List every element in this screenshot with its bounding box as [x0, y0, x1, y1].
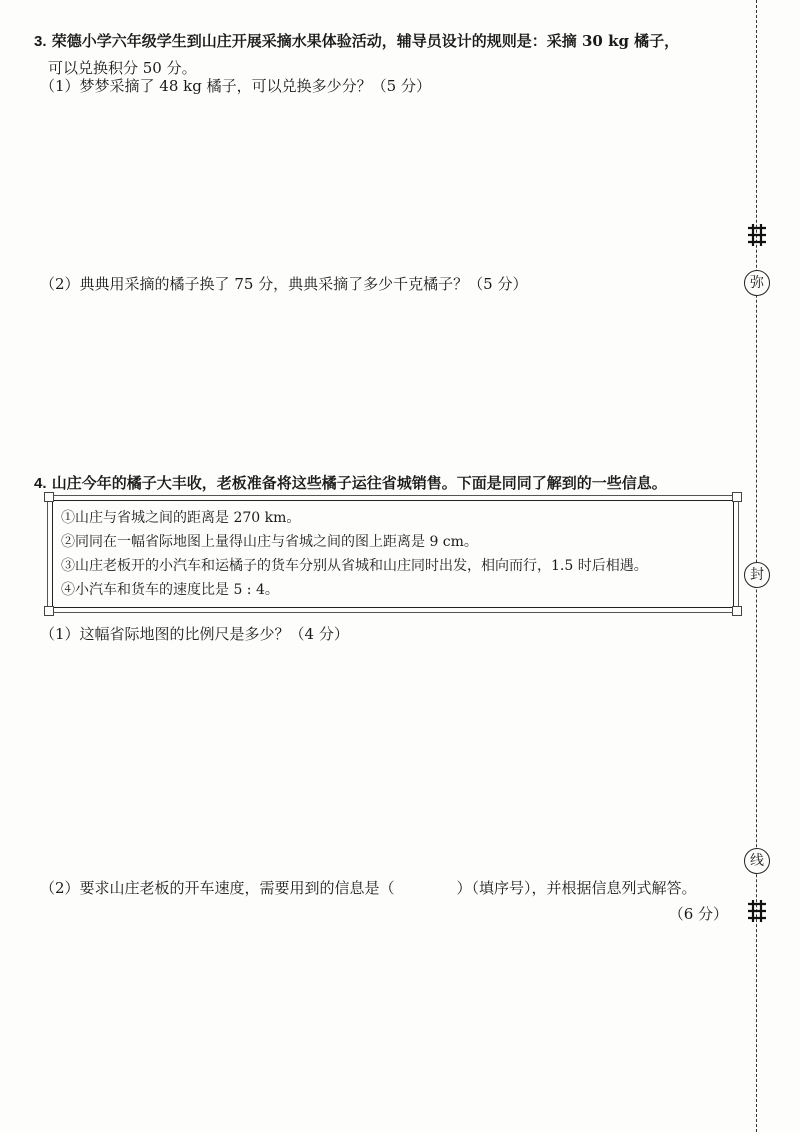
info-box: [52, 500, 734, 608]
seal-char-feng: 封: [744, 562, 770, 588]
info-item-1: ①山庄与省城之间的距离是 270 km。: [61, 510, 301, 526]
info-item-3: ③山庄老板开的小汽车和运橘子的货车分别从省城和山庄同时出发，相向而行，1.5 时后相遇。: [61, 558, 648, 574]
question-4-text: 山庄今年的橘子大丰收，老板准备将这些橘子运往省城销售。下面是同同了解到的一些信息。: [51, 474, 667, 492]
question-4-part-2: [40, 876, 697, 900]
question-4-number: 4.: [34, 475, 47, 492]
knot-ornament-icon: [744, 222, 770, 248]
seal-char-mi: 弥: [744, 270, 770, 296]
question-4-part-2-prefix: （2）要求山庄老板的开车速度，需要用到的信息是（: [40, 879, 395, 897]
question-4-part-2-score: （6 分）: [668, 905, 728, 923]
question-3-part-2: （2）典典用采摘的橘子换了 75 分，典典采摘了多少千克橘子？（5 分）: [40, 275, 528, 293]
knot-ornament-icon: [744, 898, 770, 924]
question-3-number: 3.: [34, 33, 47, 50]
question-3-text: 荣德小学六年级学生到山庄开展采摘水果体验活动，辅导员设计的规则是：采摘 30 kg 橘子，: [51, 32, 680, 50]
box-corner: [44, 492, 54, 502]
box-corner: [732, 492, 742, 502]
seal-char-xian: 线: [744, 848, 770, 874]
box-corner: [732, 606, 742, 616]
info-item-4: ④小汽车和货车的速度比是 5 : 4。: [61, 582, 279, 598]
question-3-part-1: （1）梦梦采摘了 48 kg 橘子，可以兑换多少分？（5 分）: [40, 77, 431, 95]
question-3-text-cont: 可以兑换积分 50 分。: [48, 59, 197, 77]
question-4-part-1: （1）这幅省际地图的比例尺是多少？（4 分）: [40, 625, 349, 643]
question-4: [34, 470, 734, 497]
box-corner: [44, 606, 54, 616]
question-4-part-2-suffix: ）（填序号），并根据信息列式解答。: [456, 879, 697, 897]
info-item-2: ②同同在一幅省际地图上量得山庄与省城之间的图上距离是 9 cm。: [61, 534, 478, 550]
